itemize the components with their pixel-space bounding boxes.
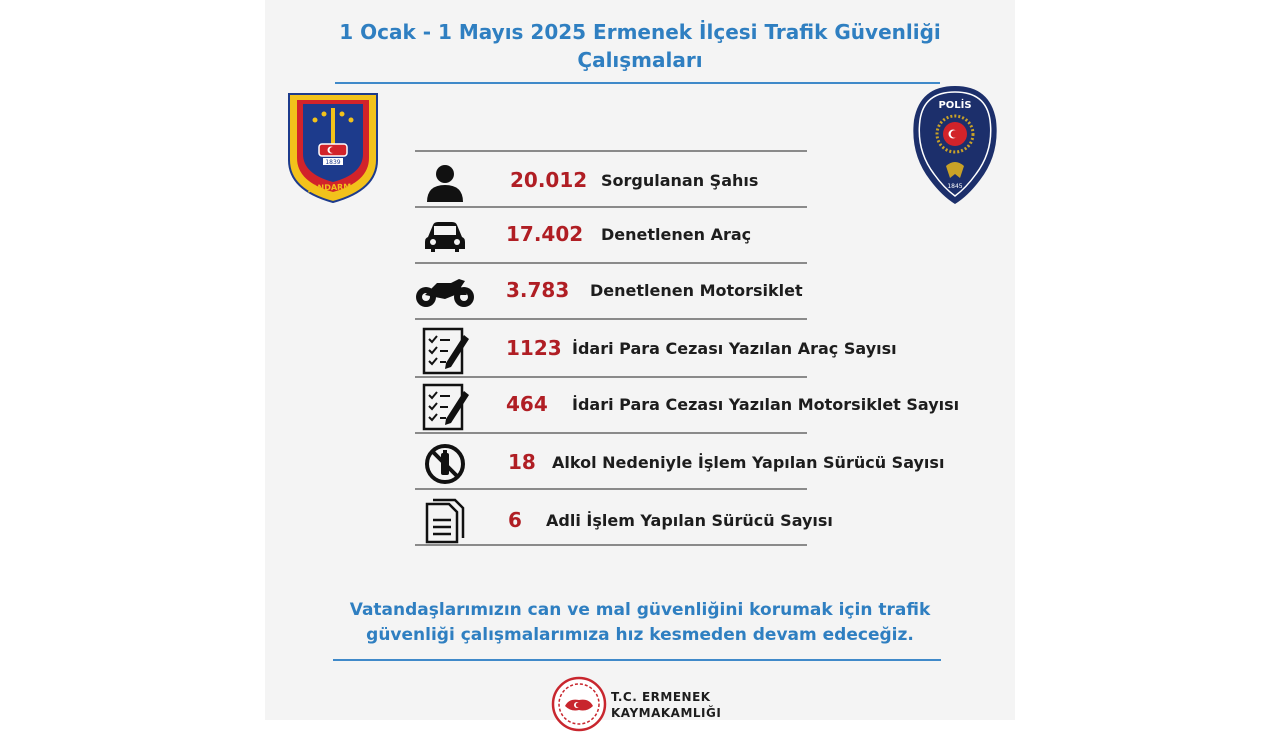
document-pen-icon [415,326,475,374]
row-divider [415,318,807,320]
stat-value: 17.402 [506,222,584,246]
stat-label: İdari Para Cezası Yazılan Motorsiklet Sayısı [572,395,960,414]
stat-label: Alkol Nedeniyle İşlem Yapılan Sürücü Sayısı [552,453,945,472]
authority-name [611,689,721,721]
footer-line-2: güvenliği çalışmalarımıza hız kesmeden devam edeceğiz. [366,625,914,645]
title-line-2: Çalışmaları [577,48,703,72]
stat-label: Denetlenen Motorsiklet [590,281,803,300]
polis-year: 1845 [947,183,963,190]
stat-row-idari-ceza-motorsiklet [415,382,975,430]
documents-icon [415,498,475,546]
car-icon [415,212,475,260]
footer-divider [333,659,941,661]
authority-line-2: KAYMAKAMLIĞI [611,706,722,720]
stat-value: 6 [508,508,522,532]
row-divider [415,376,807,378]
title-divider [335,82,940,84]
no-alcohol-icon [415,440,475,488]
stat-label: Sorgulanan Şahıs [601,171,759,190]
row-divider [415,150,807,152]
person-icon [415,158,475,206]
stat-value: 1123 [506,336,562,360]
row-divider [415,432,807,434]
infographic-panel [265,0,1015,720]
row-divider [415,488,807,490]
jandarma-label: JANDARMA [308,182,358,193]
footer-line-1: Vatandaşlarımızın can ve mal güvenliğini korumak için trafik [349,600,931,620]
stat-value: 464 [506,392,548,416]
stat-label: İdari Para Cezası Yazılan Araç Sayısı [572,339,897,358]
kaymakamlik-logo-icon [551,676,607,732]
authority-line-1: T.C. ERMENEK [611,690,711,704]
stat-value: 18 [508,450,536,474]
stat-value: 20.012 [510,168,588,192]
jandarma-emblem-icon [285,90,381,204]
stat-row-alkol [415,440,975,488]
page-title [265,18,1015,74]
stat-value: 3.783 [506,278,570,302]
stat-row-idari-ceza-arac [415,326,975,374]
motorcycle-icon [415,268,475,316]
stat-row-adli-islem [415,498,975,546]
footer-message [265,598,1015,648]
stat-label: Denetlenen Araç [601,225,752,244]
polis-label: POLİS [938,100,972,111]
title-line-1: 1 Ocak - 1 Mayıs 2025 Ermenek İlçesi Trafik Güvenliği [339,20,941,44]
stat-row-denetlenen-motorsiklet [415,268,975,316]
stat-row-denetlenen-arac [415,212,975,260]
row-divider [415,544,807,546]
stat-label: Adli İşlem Yapılan Sürücü Sayısı [546,511,833,530]
document-pen-icon [415,382,475,430]
jandarma-year: 1839 [325,159,341,166]
row-divider [415,262,807,264]
stat-row-sorgulanan-sahis [415,158,975,206]
row-divider [415,206,807,208]
